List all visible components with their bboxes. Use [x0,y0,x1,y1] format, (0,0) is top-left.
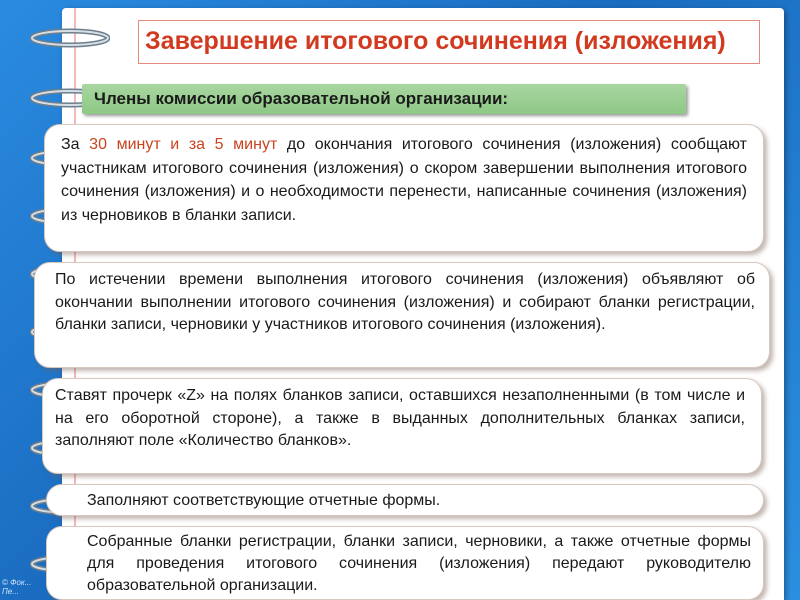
card-text: По истечении времени выполнения итогового сочинения (изложения) объявляют об окончании выполнении итогового сочинения (изложения) и собирают бланки регистрации, бланки записи, черновики у участников итогового сочинения (изложения). [55,271,755,333]
spiral-ring-icon [30,28,110,48]
card-text: Собранные бланки регистрации, бланки записи, черновики, а также отчетные формы для проведения итогового сочинения (изложения) передают руководителю образовательной организации. [87,533,751,594]
slide-title: Завершение итогового сочинения (изложения) [145,27,726,55]
card-text-start: За [61,136,90,153]
card-text: Ставят прочерк «Z» на полях бланков записи, оставшихся незаполненными (в том числе и на его оборотной стороне), а также в выданных дополнительных бланках записи, заполняют поле «Количество бланков». [55,387,745,449]
section-header-label: Члены комиссии образовательной организации: [94,89,509,108]
card-text [61,133,747,227]
card-text: Заполняют соответствующие отчетные формы. [87,492,441,509]
info-card-time-end [34,262,770,368]
info-card-report-forms [46,484,764,516]
card-text-rest: до окончания итогового сочинения (изложения) сообщают участникам итогового сочинения (изложения) о скором завершении выполнения итогового сочинения (изложения) и о необходимости перенести, написанные сочинения (изложения) из черновиков в бланки записи. [61,136,748,224]
section-header-bar [82,84,686,114]
watermark: © Фок... Пе... [2,578,32,596]
info-card-time-warning [44,124,764,252]
slide-title-box [138,20,760,64]
info-card-handover [46,526,764,600]
info-card-z-mark [42,378,762,474]
highlighted-time: 30 минут и за 5 минут [89,136,278,153]
